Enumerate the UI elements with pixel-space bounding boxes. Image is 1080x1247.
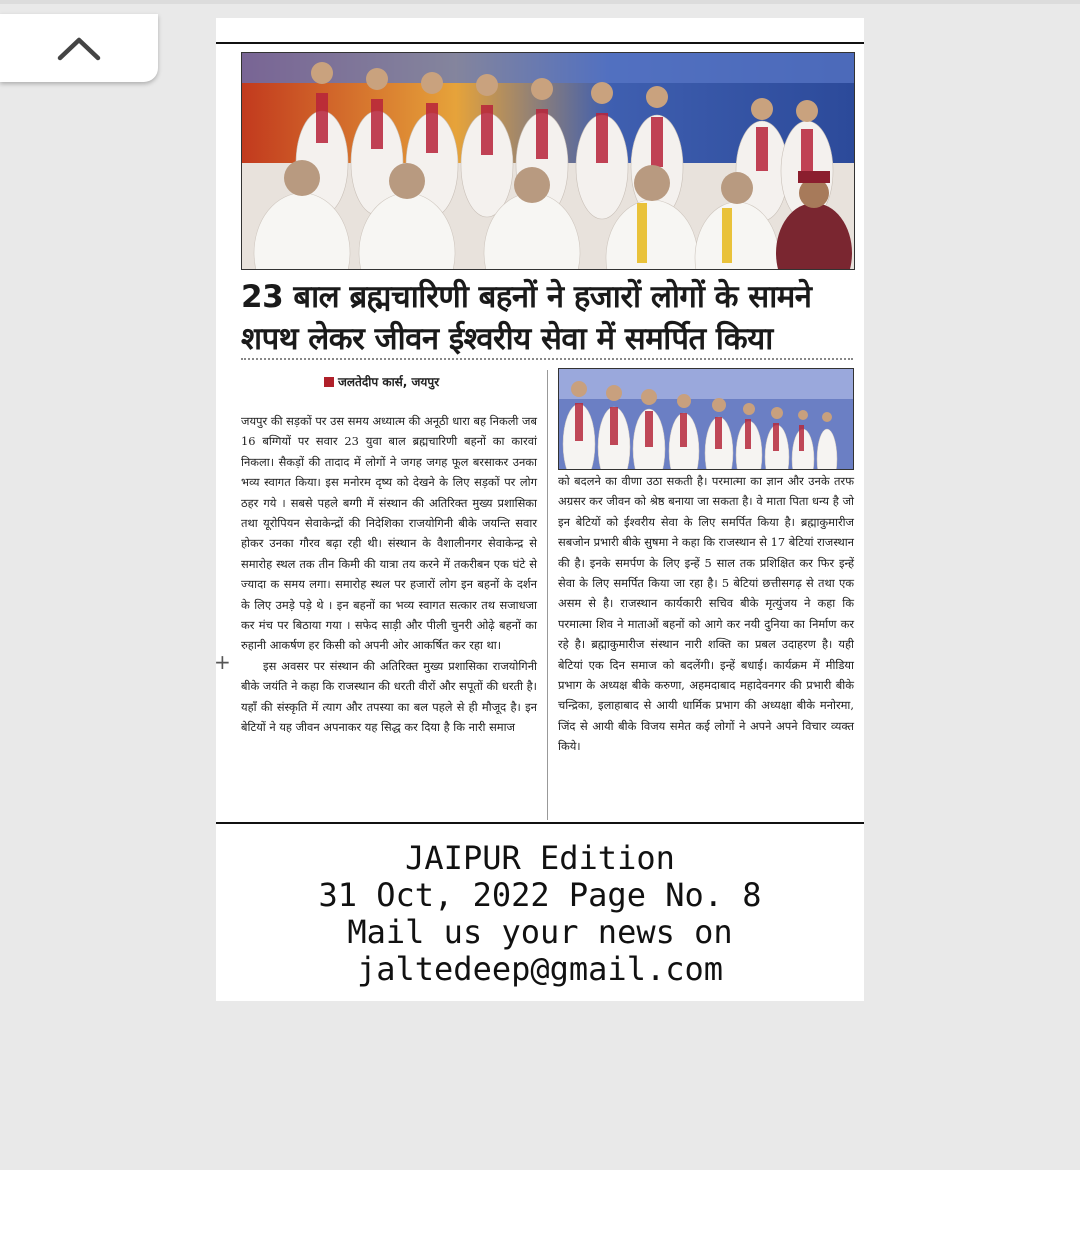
byline — [324, 373, 439, 390]
mail-line: Mail us your news on — [347, 913, 733, 951]
article-headline: 23 बाल ब्रह्मचारिणी बहनों ने हजारों लोगों के सामने शपथ लेकर जीवन ईश्वरीय सेवा में समर्पित किया — [241, 279, 812, 357]
byline-marker-icon — [324, 377, 334, 387]
edition-name: JAIPUR Edition — [405, 839, 675, 877]
edition-date-page: 31 Oct, 2022 Page No. 8 — [318, 876, 762, 914]
column-divider — [547, 370, 548, 820]
chevron-up-icon — [57, 35, 101, 61]
top-strip — [0, 0, 1080, 4]
ceremony-photo — [241, 52, 855, 270]
bottom-rule — [216, 822, 864, 824]
contact-email[interactable]: jaltedeep@gmail.com — [356, 950, 724, 988]
article-column-2: को बदलने का वीणा उठा सकती है। परमात्मा का ज्ञान और उनके तरफ अग्रसर कर जीवन को श्रेष्ठ बनाया जा सकता है। वे माता पिता धन्य है जो इन बेटियों को ईश्वरीय सेवा के लिए समर्पित किया है। ब्रह्माकुमारीज सबजोन प्रभारी बीके सुषमा ने कहा कि राजस्थान से 17 बेटियां राजस्थान की है। इनके समर्पण के लिए इन्हें 5 साल तक प्रशिक्षित कर फिर इन्हें सेवा के लिए समर्पित किया जा रहा है। 5 बेटियां छत्तीसगढ़ से तथा एक असम से है। राजस्थान कार्यकारी सचिव बीके मृत्युंजय ने कहा कि परमात्मा शिव ने माताओं बहनों को आगे कर नयी दुनिया का निर्माण कर रहे है। ब्रह्माकुमारीज संस्थान नारी शक्ति का प्रबल उदाहरण है। यही बेटियां एक दिन समाज को बदलेंगी। इन्हें बधाई। कार्यक्रम में मीडिया प्रभाग के अध्यक्ष बीके करुणा, अहमदाबाद महादेवनगर की प्रभारी बीके चन्द्रिका, इलाहाबाद से आयी धार्मिक प्रभाग की अध्यक्षा बीके मनोरमा, जिंद से आयी बीके विजय समेत कई लोगों ने अपने अपने विचार व्यक्त किये। — [558, 474, 854, 754]
edition-footer — [216, 840, 864, 988]
bottom-bar — [0, 1170, 1080, 1247]
dotted-separator — [241, 358, 853, 360]
column-1-paragraph-2: इस अवसर पर संस्थान की अतिरिक्त मुख्य प्रशासिका राजयोगिनी बीके जयंति ने कहा कि राजस्थान की धरती वीरों और सपूतों की धरती है। यहाँ की संस्कृति में त्याग और तपस्या का बल पहले से ही मौजूद है। इन बेटियों ने यह जीवन अपनाकर यह सिद्ध कर दिया है कि नारी समाज — [241, 658, 537, 735]
crosshair-icon: + — [214, 650, 231, 674]
top-rule — [216, 42, 864, 44]
column-1-text: जयपुर की सड़कों पर उस समय अध्यात्म की अनूठी धारा बह निकली जब 16 बग्गियों पर सवार 23 युवा बाल ब्रह्मचारिणी बहनों का कारवां निकला। सैकड़ों की तादाद में लोगों ने जगह जगह फूल बरसाकर उनका भव्य स्वागत किया। इस मनोरम दृष्य को देखने के लिए सड़कों पर लोग ठहर गये । सबसे पहले बग्गी में संस्थान की अतिरिक्त मुख्य प्रशासिका तथा यूरोपियन सेवाकेन्द्रों की निदेशिका राजयोगिनी बीके जयन्ति सवार होकर उनका गौरव बढ़ा रही थी। संस्थान के वैशालीनगर सेवाकेन्द्र से समारोह स्थल तक तीन किमी की यात्रा तय करने में तकरीबन एक घंटे से ज्यादा क समय लगा। समारोह स्थल पर हजारों लोग इन बहनों के दर्शन के लिए उमड़े पड़े थे । इन बहनों का भव्य स्वागत सत्कार तथ सजाधजा कर मंच पर बिठाया गया । सफेद साड़ी और पीली चुनरी ओढ़े बहनों का रुहानी आकर्षण हर किसी को अपनी ओर आकर्षित कर रहा था। — [241, 414, 537, 653]
byline-text: जलतेदीप कार्स, जयपुर — [338, 375, 440, 389]
collapse-button[interactable] — [0, 14, 158, 82]
article-column-1 — [241, 411, 537, 738]
newspaper-clipping — [216, 18, 864, 1001]
oath-photo — [558, 368, 854, 470]
